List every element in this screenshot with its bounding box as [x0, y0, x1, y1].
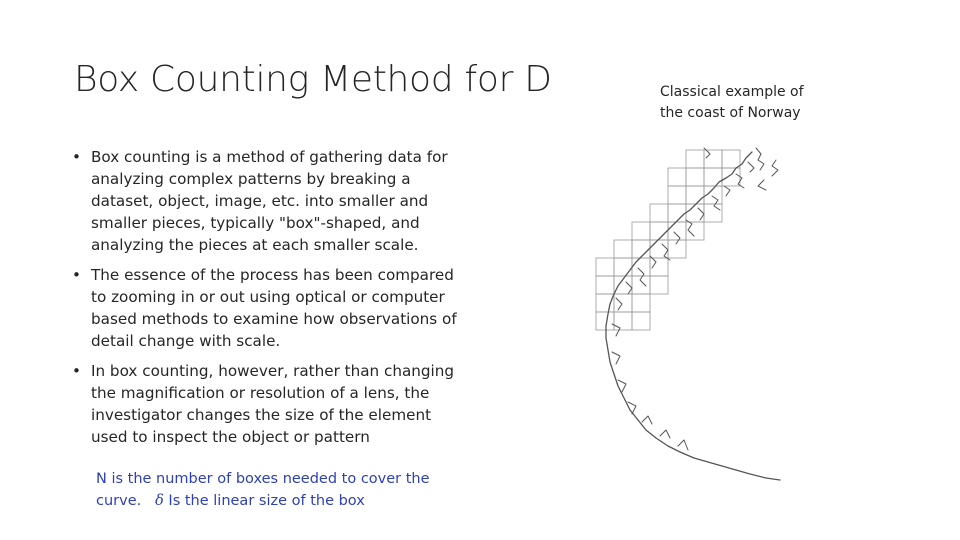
norway-coastline-figure — [586, 140, 786, 485]
grid-box — [668, 168, 686, 186]
note-line-2 — [96, 490, 456, 512]
grid-box — [632, 294, 650, 312]
bullet-text: The essence of the process has been compared to zooming in or out using optical or computer based methods to examine how observations of detail change with scale. — [91, 266, 457, 350]
grid-box — [632, 240, 650, 258]
grid-box — [596, 258, 614, 276]
grid-box — [704, 168, 722, 186]
grid-box — [632, 222, 650, 240]
grid-box — [668, 186, 686, 204]
grid-box — [650, 222, 668, 240]
grid-box — [722, 150, 740, 168]
bullet-marker: • — [72, 148, 81, 166]
grid-box — [722, 168, 740, 186]
figure-caption — [660, 82, 840, 124]
slide-title: Box Counting Method for D — [74, 59, 552, 100]
coastline-path — [612, 148, 764, 450]
caption-line-2: the coast of Norway — [660, 105, 801, 121]
note-line-2-suffix: Is the linear size of the box — [168, 493, 365, 509]
grid-box — [596, 294, 614, 312]
grid-box — [704, 204, 722, 222]
bullet-list — [72, 146, 472, 456]
bullet-marker: • — [72, 362, 81, 380]
grid-box — [614, 294, 632, 312]
grid-box — [668, 222, 686, 240]
bullet-marker: • — [72, 266, 81, 284]
bullet-item — [72, 360, 472, 448]
grid-box — [596, 276, 614, 294]
grid-box — [686, 150, 704, 168]
grid-box — [614, 258, 632, 276]
grid-box — [686, 168, 704, 186]
grid-box — [686, 204, 704, 222]
note-line-2-prefix: curve. — [96, 493, 142, 509]
bullet-item — [72, 146, 472, 256]
box-grid — [596, 150, 740, 330]
formula-note — [96, 468, 456, 512]
bullet-text: Box counting is a method of gathering data for analyzing complex patterns by breaking a dataset, object, image, etc. into smaller and smaller pieces, typically "box"-shaped, and analyzing the pieces at each smaller scale. — [91, 148, 448, 254]
bullet-text: In box counting, however, rather than changing the magnification or resolution of a lens, the investigator changes the size of the element used to inspect the object or pattern — [91, 362, 455, 446]
grid-box — [632, 312, 650, 330]
caption-line-1: Classical example of — [660, 84, 804, 100]
grid-box — [650, 276, 668, 294]
grid-box — [704, 150, 722, 168]
delta-symbol: δ — [155, 493, 164, 509]
grid-box — [596, 312, 614, 330]
grid-box — [686, 186, 704, 204]
coastline-path — [704, 148, 778, 190]
grid-box — [614, 312, 632, 330]
note-line-1: N is the number of boxes needed to cover the — [96, 471, 430, 487]
grid-box — [650, 204, 668, 222]
grid-box — [650, 240, 668, 258]
grid-box — [614, 240, 632, 258]
bullet-item — [72, 264, 472, 352]
grid-box — [632, 258, 650, 276]
grid-box — [668, 204, 686, 222]
